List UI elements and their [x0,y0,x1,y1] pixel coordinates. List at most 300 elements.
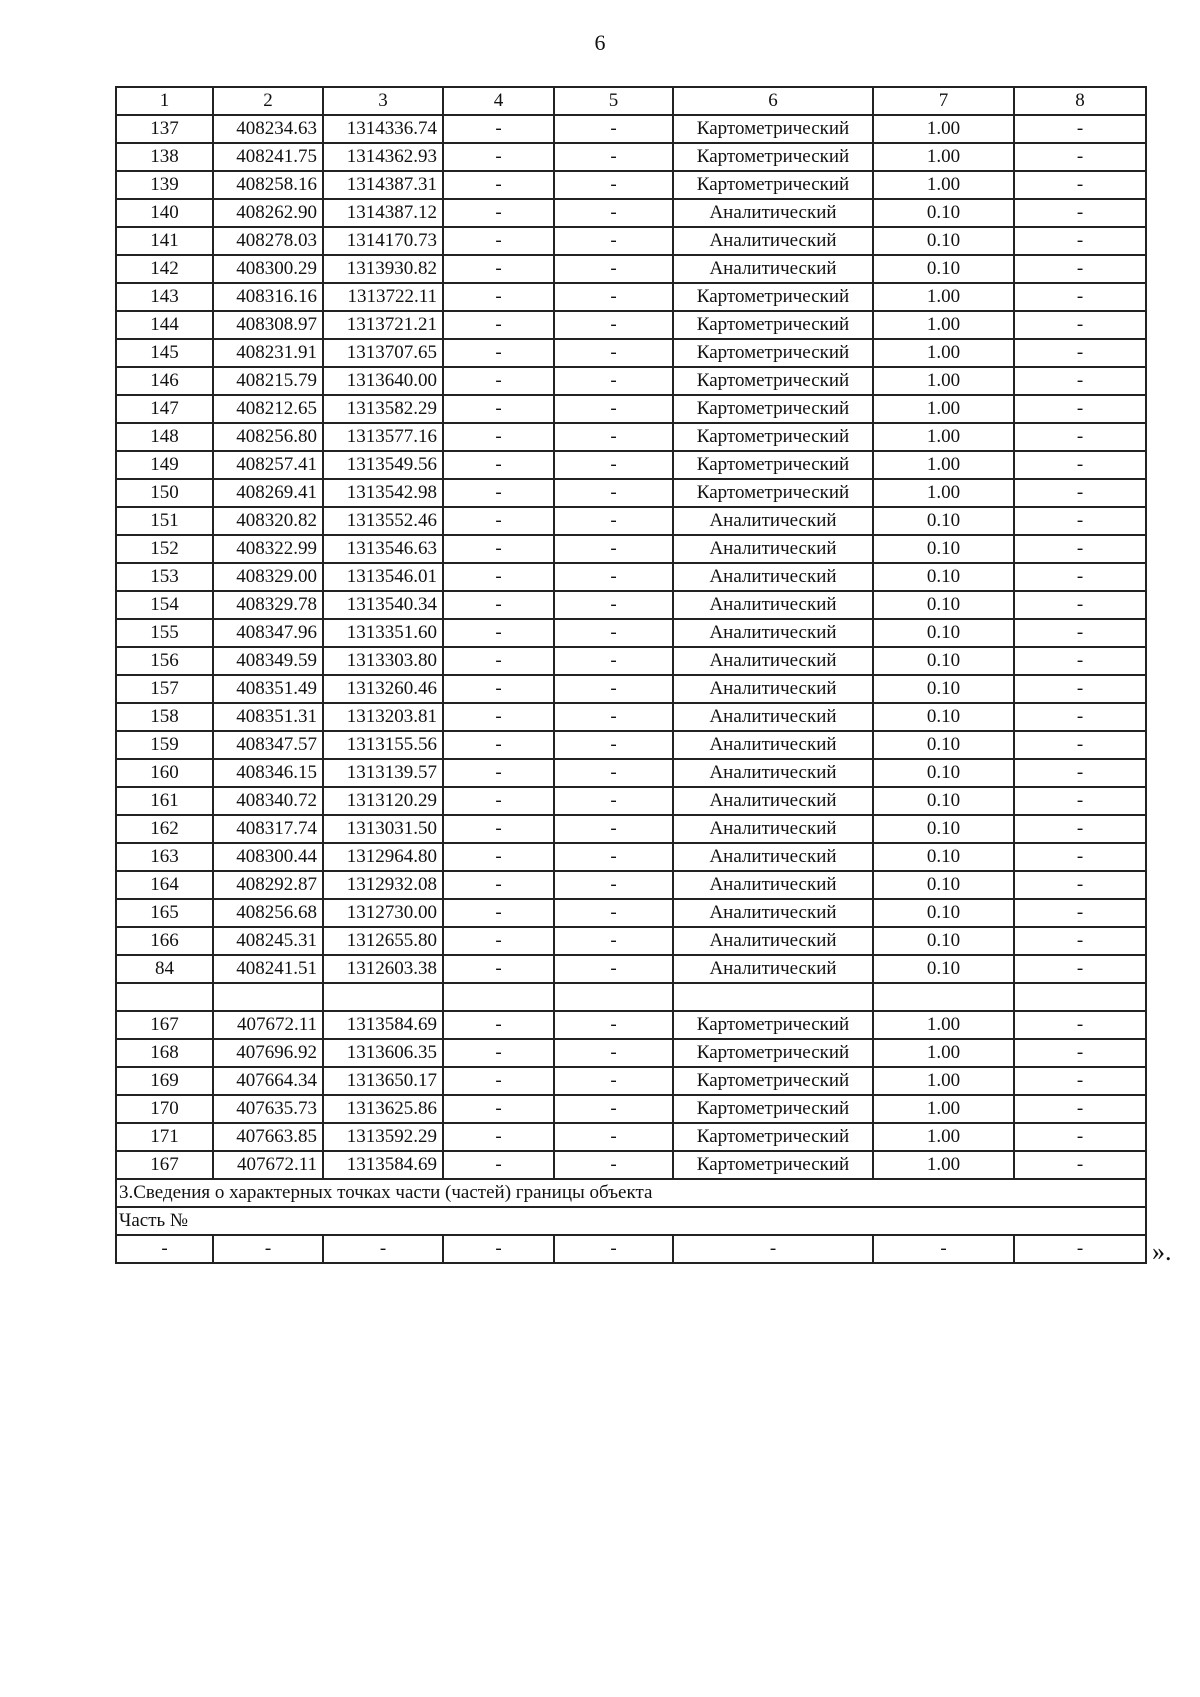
table-row [116,283,1146,311]
table-cell: Картометрический [673,479,873,507]
table-cell: 141 [116,227,213,255]
table-cell: 408329.00 [213,563,323,591]
table-cell: - [1014,255,1146,283]
table-cell: Аналитический [673,675,873,703]
table-cell: 1.00 [873,311,1014,339]
table-cell: 1313722.11 [323,283,443,311]
table-cell: 0.10 [873,787,1014,815]
table-cell: 144 [116,311,213,339]
table-cell: 408256.68 [213,899,323,927]
table-row [116,311,1146,339]
table-cell: 163 [116,843,213,871]
table-cell: - [1014,507,1146,535]
table-cell: - [1014,871,1146,899]
table-cell: Аналитический [673,619,873,647]
table-cell: - [554,675,673,703]
table-cell: 1.00 [873,451,1014,479]
table-cell: - [554,1011,673,1039]
table-cell: 162 [116,815,213,843]
table-row [116,143,1146,171]
table-cell: Аналитический [673,843,873,871]
table-cell: 1.00 [873,1067,1014,1095]
table-cell: 84 [116,955,213,983]
table-cell: Картометрический [673,143,873,171]
table-cell: 408212.65 [213,395,323,423]
table-cell: 167 [116,1011,213,1039]
table-cell: - [1014,143,1146,171]
table-cell: Картометрический [673,423,873,451]
table-cell: Аналитический [673,927,873,955]
table-cell: 169 [116,1067,213,1095]
table-cell: 164 [116,871,213,899]
table-cell: - [554,199,673,227]
table-cell: 1.00 [873,479,1014,507]
table-cell: - [443,255,554,283]
table-cell: Аналитический [673,199,873,227]
table-cell: - [554,591,673,619]
table-cell: 1313584.69 [323,1011,443,1039]
table-cell: 1.00 [873,171,1014,199]
table-cell: 0.10 [873,227,1014,255]
table-cell: 7 [873,87,1014,115]
table-cell: - [443,787,554,815]
table-cell: - [1014,647,1146,675]
table-cell: 1314387.12 [323,199,443,227]
table-cell: - [1014,619,1146,647]
table-cell: 1313546.63 [323,535,443,563]
table-cell: 408278.03 [213,227,323,255]
table-cell: Картометрический [673,115,873,143]
table-row [116,199,1146,227]
table-row [116,339,1146,367]
table-cell: Картометрический [673,1095,873,1123]
table-cell: - [554,339,673,367]
table-cell: - [1014,1039,1146,1067]
table-cell: 1313260.46 [323,675,443,703]
table-cell: 1313542.98 [323,479,443,507]
table-cell: 408351.31 [213,703,323,731]
table-cell: 149 [116,451,213,479]
table-cell: 1313139.57 [323,759,443,787]
table-cell: Аналитический [673,871,873,899]
table-row [116,1011,1146,1039]
table-cell: - [443,815,554,843]
table-cell: - [1014,367,1146,395]
table-cell: - [443,647,554,675]
table-cell: 1313584.69 [323,1151,443,1179]
table-cell: - [1014,1123,1146,1151]
table-cell: - [443,535,554,563]
table-cell: 408300.44 [213,843,323,871]
table-cell: 0.10 [873,535,1014,563]
table-cell: Картометрический [673,311,873,339]
table-cell: 1312964.80 [323,843,443,871]
table-cell: 4 [443,87,554,115]
table-cell: - [1014,311,1146,339]
table-cell: - [1014,1067,1146,1095]
table-cell [554,983,673,1011]
table-cell: 1314362.93 [323,143,443,171]
table-cell: - [1014,787,1146,815]
table-cell: - [443,731,554,759]
table-cell: - [554,843,673,871]
table-cell: - [554,731,673,759]
table-cell: - [1014,675,1146,703]
table-cell: - [443,143,554,171]
part-points-row [116,1235,1146,1263]
table-cell: 408300.29 [213,255,323,283]
closing-quote: ». [1152,1237,1172,1266]
table-cell: 0.10 [873,675,1014,703]
table-cell: 0.10 [873,199,1014,227]
table-cell: - [554,815,673,843]
table-cell: 1313155.56 [323,731,443,759]
table-cell: Картометрический [673,1123,873,1151]
page-number: 6 [594,30,606,55]
table-cell: Картометрический [673,367,873,395]
table-cell: - [443,899,554,927]
table-cell: - [443,1095,554,1123]
table-cell: Аналитический [673,899,873,927]
table-cell: 0.10 [873,591,1014,619]
table-cell: - [443,311,554,339]
table-cell: - [443,339,554,367]
table-cell: 1312932.08 [323,871,443,899]
table-cell: 1314170.73 [323,227,443,255]
table-cell: 1.00 [873,339,1014,367]
table-cell: - [1014,1095,1146,1123]
table-cell: - [1014,563,1146,591]
table-cell: - [554,1151,673,1179]
table-cell: - [443,591,554,619]
table-cell: 1.00 [873,1011,1014,1039]
table-cell: 143 [116,283,213,311]
table-row [116,675,1146,703]
table-cell: - [1014,423,1146,451]
table-cell: - [443,367,554,395]
table-cell: - [1014,1235,1146,1263]
table-row [116,115,1146,143]
table-cell: 0.10 [873,619,1014,647]
table-cell: 1.00 [873,367,1014,395]
table-cell: 0.10 [873,815,1014,843]
table-row [116,759,1146,787]
table-cell: - [1014,339,1146,367]
table-cell: - [554,423,673,451]
table-cell: 407635.73 [213,1095,323,1123]
table-cell: 1.00 [873,395,1014,423]
table-cell: 6 [673,87,873,115]
table-cell: - [1014,1011,1146,1039]
table-cell: 0.10 [873,563,1014,591]
table-cell: Аналитический [673,731,873,759]
table-row [116,871,1146,899]
table-cell [1014,983,1146,1011]
table-cell: 1313625.86 [323,1095,443,1123]
table-cell [323,983,443,1011]
table-cell: - [443,1123,554,1151]
table-cell: - [554,451,673,479]
table-cell: 0.10 [873,843,1014,871]
table-cell: 1313721.21 [323,311,443,339]
table-cell: - [554,115,673,143]
table-cell: - [443,283,554,311]
table-cell: - [443,927,554,955]
table-row [116,395,1146,423]
table-cell: 1.00 [873,1095,1014,1123]
table-cell: - [554,283,673,311]
table-cell: Картометрический [673,395,873,423]
table-cell: - [554,899,673,927]
table-cell: 157 [116,675,213,703]
table-cell: 158 [116,703,213,731]
table-cell: 1314387.31 [323,171,443,199]
table-cell: 408346.15 [213,759,323,787]
table-cell: - [1014,955,1146,983]
table-row [116,563,1146,591]
table-cell: - [554,1039,673,1067]
table-cell: 1.00 [873,1151,1014,1179]
table-cell: 2 [213,87,323,115]
table-cell: 407672.11 [213,1151,323,1179]
table-cell: 407696.92 [213,1039,323,1067]
table-row [116,227,1146,255]
table-cell: 1313606.35 [323,1039,443,1067]
table-cell: - [1014,731,1146,759]
table-cell: - [1014,479,1146,507]
table-cell: 1313707.65 [323,339,443,367]
table-cell: Картометрический [673,283,873,311]
table-cell: - [443,871,554,899]
table-cell: 150 [116,479,213,507]
table-cell: 156 [116,647,213,675]
table-cell: 161 [116,787,213,815]
table-cell: 147 [116,395,213,423]
table-row [116,815,1146,843]
table-cell: 160 [116,759,213,787]
table-cell [443,983,554,1011]
table-cell: - [554,759,673,787]
table-cell: - [554,1123,673,1151]
table-cell: 170 [116,1095,213,1123]
table-cell: 137 [116,115,213,143]
table-cell: 1.00 [873,423,1014,451]
section-title-row-cell: 3.Сведения о характерных точках части (частей) границы объекта [116,1179,1146,1207]
table-cell: - [443,955,554,983]
table-cell: 0.10 [873,955,1014,983]
table-cell: 167 [116,1151,213,1179]
table-cell: - [554,955,673,983]
table-cell: - [1014,171,1146,199]
table-cell: - [1014,703,1146,731]
table-cell: Аналитический [673,955,873,983]
table-cell: 138 [116,143,213,171]
table-cell: - [443,171,554,199]
table-cell: 408241.51 [213,955,323,983]
table-cell: 146 [116,367,213,395]
table-row [116,983,1146,1011]
table-row [116,1151,1146,1179]
table-row [116,171,1146,199]
table-cell: - [1014,451,1146,479]
table-cell: - [443,1235,554,1263]
header-row [116,87,1146,115]
table-cell: - [213,1235,323,1263]
table-cell: 154 [116,591,213,619]
table-cell: - [443,703,554,731]
table-cell: 1 [116,87,213,115]
table-cell: - [554,1095,673,1123]
table-cell: 0.10 [873,731,1014,759]
table-cell: 1.00 [873,143,1014,171]
table-cell: 142 [116,255,213,283]
table-cell: 408351.49 [213,675,323,703]
table-cell: Аналитический [673,759,873,787]
table-cell: - [1014,535,1146,563]
table-cell: Картометрический [673,1067,873,1095]
table-cell: 0.10 [873,871,1014,899]
table-row [116,367,1146,395]
table-cell: 0.10 [873,703,1014,731]
table-cell: Картометрический [673,1151,873,1179]
table-cell: - [1014,927,1146,955]
table-cell: - [443,479,554,507]
table-cell: Картометрический [673,339,873,367]
table-cell: 1313640.00 [323,367,443,395]
table-cell: 153 [116,563,213,591]
table-cell: 408257.41 [213,451,323,479]
table-cell: - [1014,591,1146,619]
table-cell: 0.10 [873,927,1014,955]
section-title-row [116,1179,1146,1207]
table-cell: Аналитический [673,255,873,283]
table-cell: 408292.87 [213,871,323,899]
table-cell: 155 [116,619,213,647]
table-cell: 0.10 [873,899,1014,927]
table-cell: 1312730.00 [323,899,443,927]
table-cell: - [116,1235,213,1263]
table-cell: Аналитический [673,227,873,255]
table-cell: - [554,871,673,899]
table-cell: - [554,535,673,563]
table-row [116,535,1146,563]
table-cell: - [673,1235,873,1263]
table-cell: 1313546.01 [323,563,443,591]
table-cell: 1313592.29 [323,1123,443,1151]
table-cell: 1313120.29 [323,787,443,815]
table-cell: Аналитический [673,647,873,675]
table-cell: 408329.78 [213,591,323,619]
table-cell: - [443,843,554,871]
table-cell: 408347.57 [213,731,323,759]
table-cell: 1.00 [873,283,1014,311]
table-cell [673,983,873,1011]
table-cell: Картометрический [673,1039,873,1067]
table-cell: 1313650.17 [323,1067,443,1095]
table-cell: 1313577.16 [323,423,443,451]
table-cell: 1313303.80 [323,647,443,675]
table-cell: 408320.82 [213,507,323,535]
table-cell: - [443,395,554,423]
table-cell: - [554,479,673,507]
table-cell: - [443,227,554,255]
table-cell: - [443,1039,554,1067]
table-cell: - [1014,815,1146,843]
table-cell: - [554,619,673,647]
table-row [116,955,1146,983]
table-cell: - [1014,227,1146,255]
table-row [116,647,1146,675]
table-cell: 166 [116,927,213,955]
table-cell: 1313203.81 [323,703,443,731]
table-cell: 0.10 [873,507,1014,535]
table-row [116,899,1146,927]
table-cell: - [554,395,673,423]
table-cell: - [443,1067,554,1095]
table-cell [116,983,213,1011]
table-cell: - [443,507,554,535]
table-cell: - [443,423,554,451]
table-cell: - [554,787,673,815]
table-cell: - [554,367,673,395]
table-cell: 1313582.29 [323,395,443,423]
table-cell: - [554,563,673,591]
table-cell: - [443,1011,554,1039]
table-cell: - [443,199,554,227]
table-row [116,1067,1146,1095]
table-cell: - [1014,1151,1146,1179]
table-cell: - [554,1235,673,1263]
table-cell: - [1014,283,1146,311]
part-label-row [116,1207,1146,1235]
table-cell: 1313549.56 [323,451,443,479]
table-cell: Картометрический [673,171,873,199]
table-cell: Аналитический [673,563,873,591]
table-cell: Аналитический [673,507,873,535]
table-cell: 159 [116,731,213,759]
table-cell: Аналитический [673,591,873,619]
table-cell: 165 [116,899,213,927]
table-cell: - [554,647,673,675]
table-cell: 408262.90 [213,199,323,227]
table-cell: 0.10 [873,255,1014,283]
table-row [116,927,1146,955]
table-cell: 1314336.74 [323,115,443,143]
table-row [116,255,1146,283]
part-label-row-cell: Часть № [116,1207,1146,1235]
table-cell: - [443,759,554,787]
table-row [116,423,1146,451]
table-row [116,1039,1146,1067]
table-cell: 145 [116,339,213,367]
table-cell: 408241.75 [213,143,323,171]
table-cell: Аналитический [673,787,873,815]
table-cell [873,983,1014,1011]
table-cell: 151 [116,507,213,535]
table-cell: 1.00 [873,1039,1014,1067]
table-cell: - [1014,899,1146,927]
table-cell: 408308.97 [213,311,323,339]
table-cell: - [323,1235,443,1263]
table-row [116,1123,1146,1151]
table-cell: 0.10 [873,647,1014,675]
table-cell: - [1014,843,1146,871]
table-cell: 148 [116,423,213,451]
table-cell: - [1014,759,1146,787]
table-cell: 408316.16 [213,283,323,311]
table-cell: - [554,1067,673,1095]
table-cell: - [443,451,554,479]
